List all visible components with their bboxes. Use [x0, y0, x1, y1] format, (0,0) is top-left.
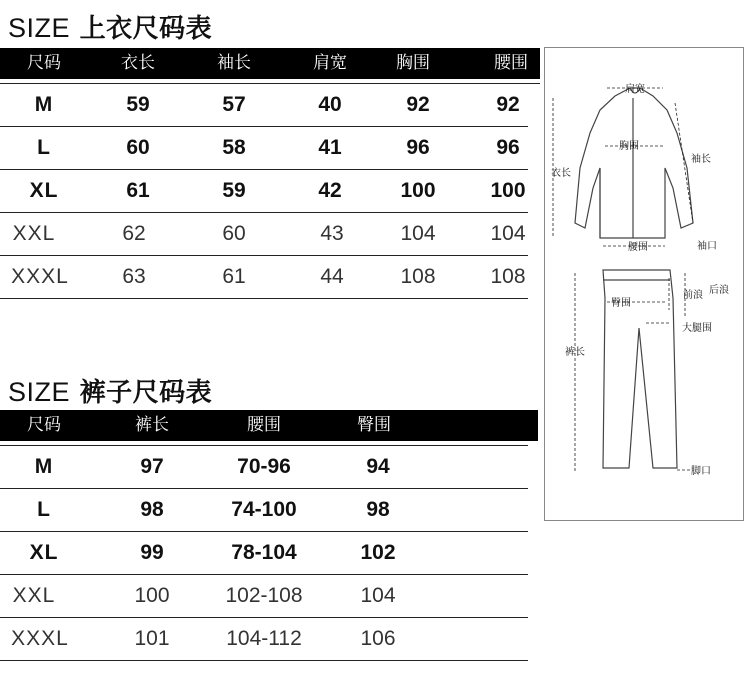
header-size: 尺码 [27, 415, 61, 435]
pants-size-table [0, 410, 538, 661]
header-waist: 腰围 [494, 53, 528, 73]
shirt-size-title-cn: 上衣尺码表 [79, 14, 213, 44]
table-row: XXL 62 60 43 104 104 [0, 213, 528, 256]
header-length: 衣长 [121, 53, 155, 73]
header-waist: 腰围 [247, 415, 281, 435]
pants-size-title-en: SIZE [8, 377, 71, 407]
label-thigh: 大腿围 [682, 323, 712, 334]
table-row: L 60 58 41 96 96 [0, 127, 528, 170]
shirt-size-title [8, 8, 212, 45]
header-pant-length: 裤长 [135, 415, 169, 435]
label-shoulder: 肩宽 [625, 84, 645, 95]
label-pant-length: 裤长 [565, 347, 585, 358]
header-sleeve: 袖长 [217, 53, 251, 73]
table-row: M 59 57 40 92 92 [0, 84, 528, 127]
header-size: 尺码 [27, 53, 61, 73]
shirt-size-title-en: SIZE [8, 13, 71, 43]
shirt-size-table [0, 48, 540, 299]
header-chest: 胸围 [396, 53, 430, 73]
table-row: M 97 70-96 94 [0, 446, 528, 489]
table-row: L 98 74-100 98 [0, 489, 528, 532]
pants-table-header [0, 410, 538, 441]
header-hip: 臀围 [357, 415, 391, 435]
header-shoulder: 肩宽 [313, 53, 347, 73]
label-front-rise: 前浪 [683, 290, 703, 301]
pants-size-title-cn: 裤子尺码表 [79, 378, 213, 408]
table-row: XL 99 78-104 102 [0, 532, 528, 575]
pants-size-title [8, 372, 212, 409]
table-row: XXXL 101 104-112 106 [0, 618, 528, 661]
label-cuff: 袖口 [697, 241, 717, 252]
label-hip: 臀围 [611, 298, 631, 309]
table-row: XXXL 63 61 44 108 108 [0, 256, 528, 299]
table-row: XXL 100 102-108 104 [0, 575, 528, 618]
label-waist: 腰围 [628, 242, 648, 253]
label-sleeve: 袖长 [691, 154, 711, 165]
label-shirt-length: 衣长 [551, 168, 571, 179]
garment-sketch-icon [545, 48, 743, 520]
measurement-diagram [544, 47, 744, 521]
label-hem: 脚口 [691, 466, 711, 477]
shirt-table-header [0, 48, 540, 79]
label-chest: 胸围 [619, 141, 639, 152]
label-back-rise: 后浪 [709, 285, 729, 296]
table-row: XL 61 59 42 100 100 [0, 170, 528, 213]
